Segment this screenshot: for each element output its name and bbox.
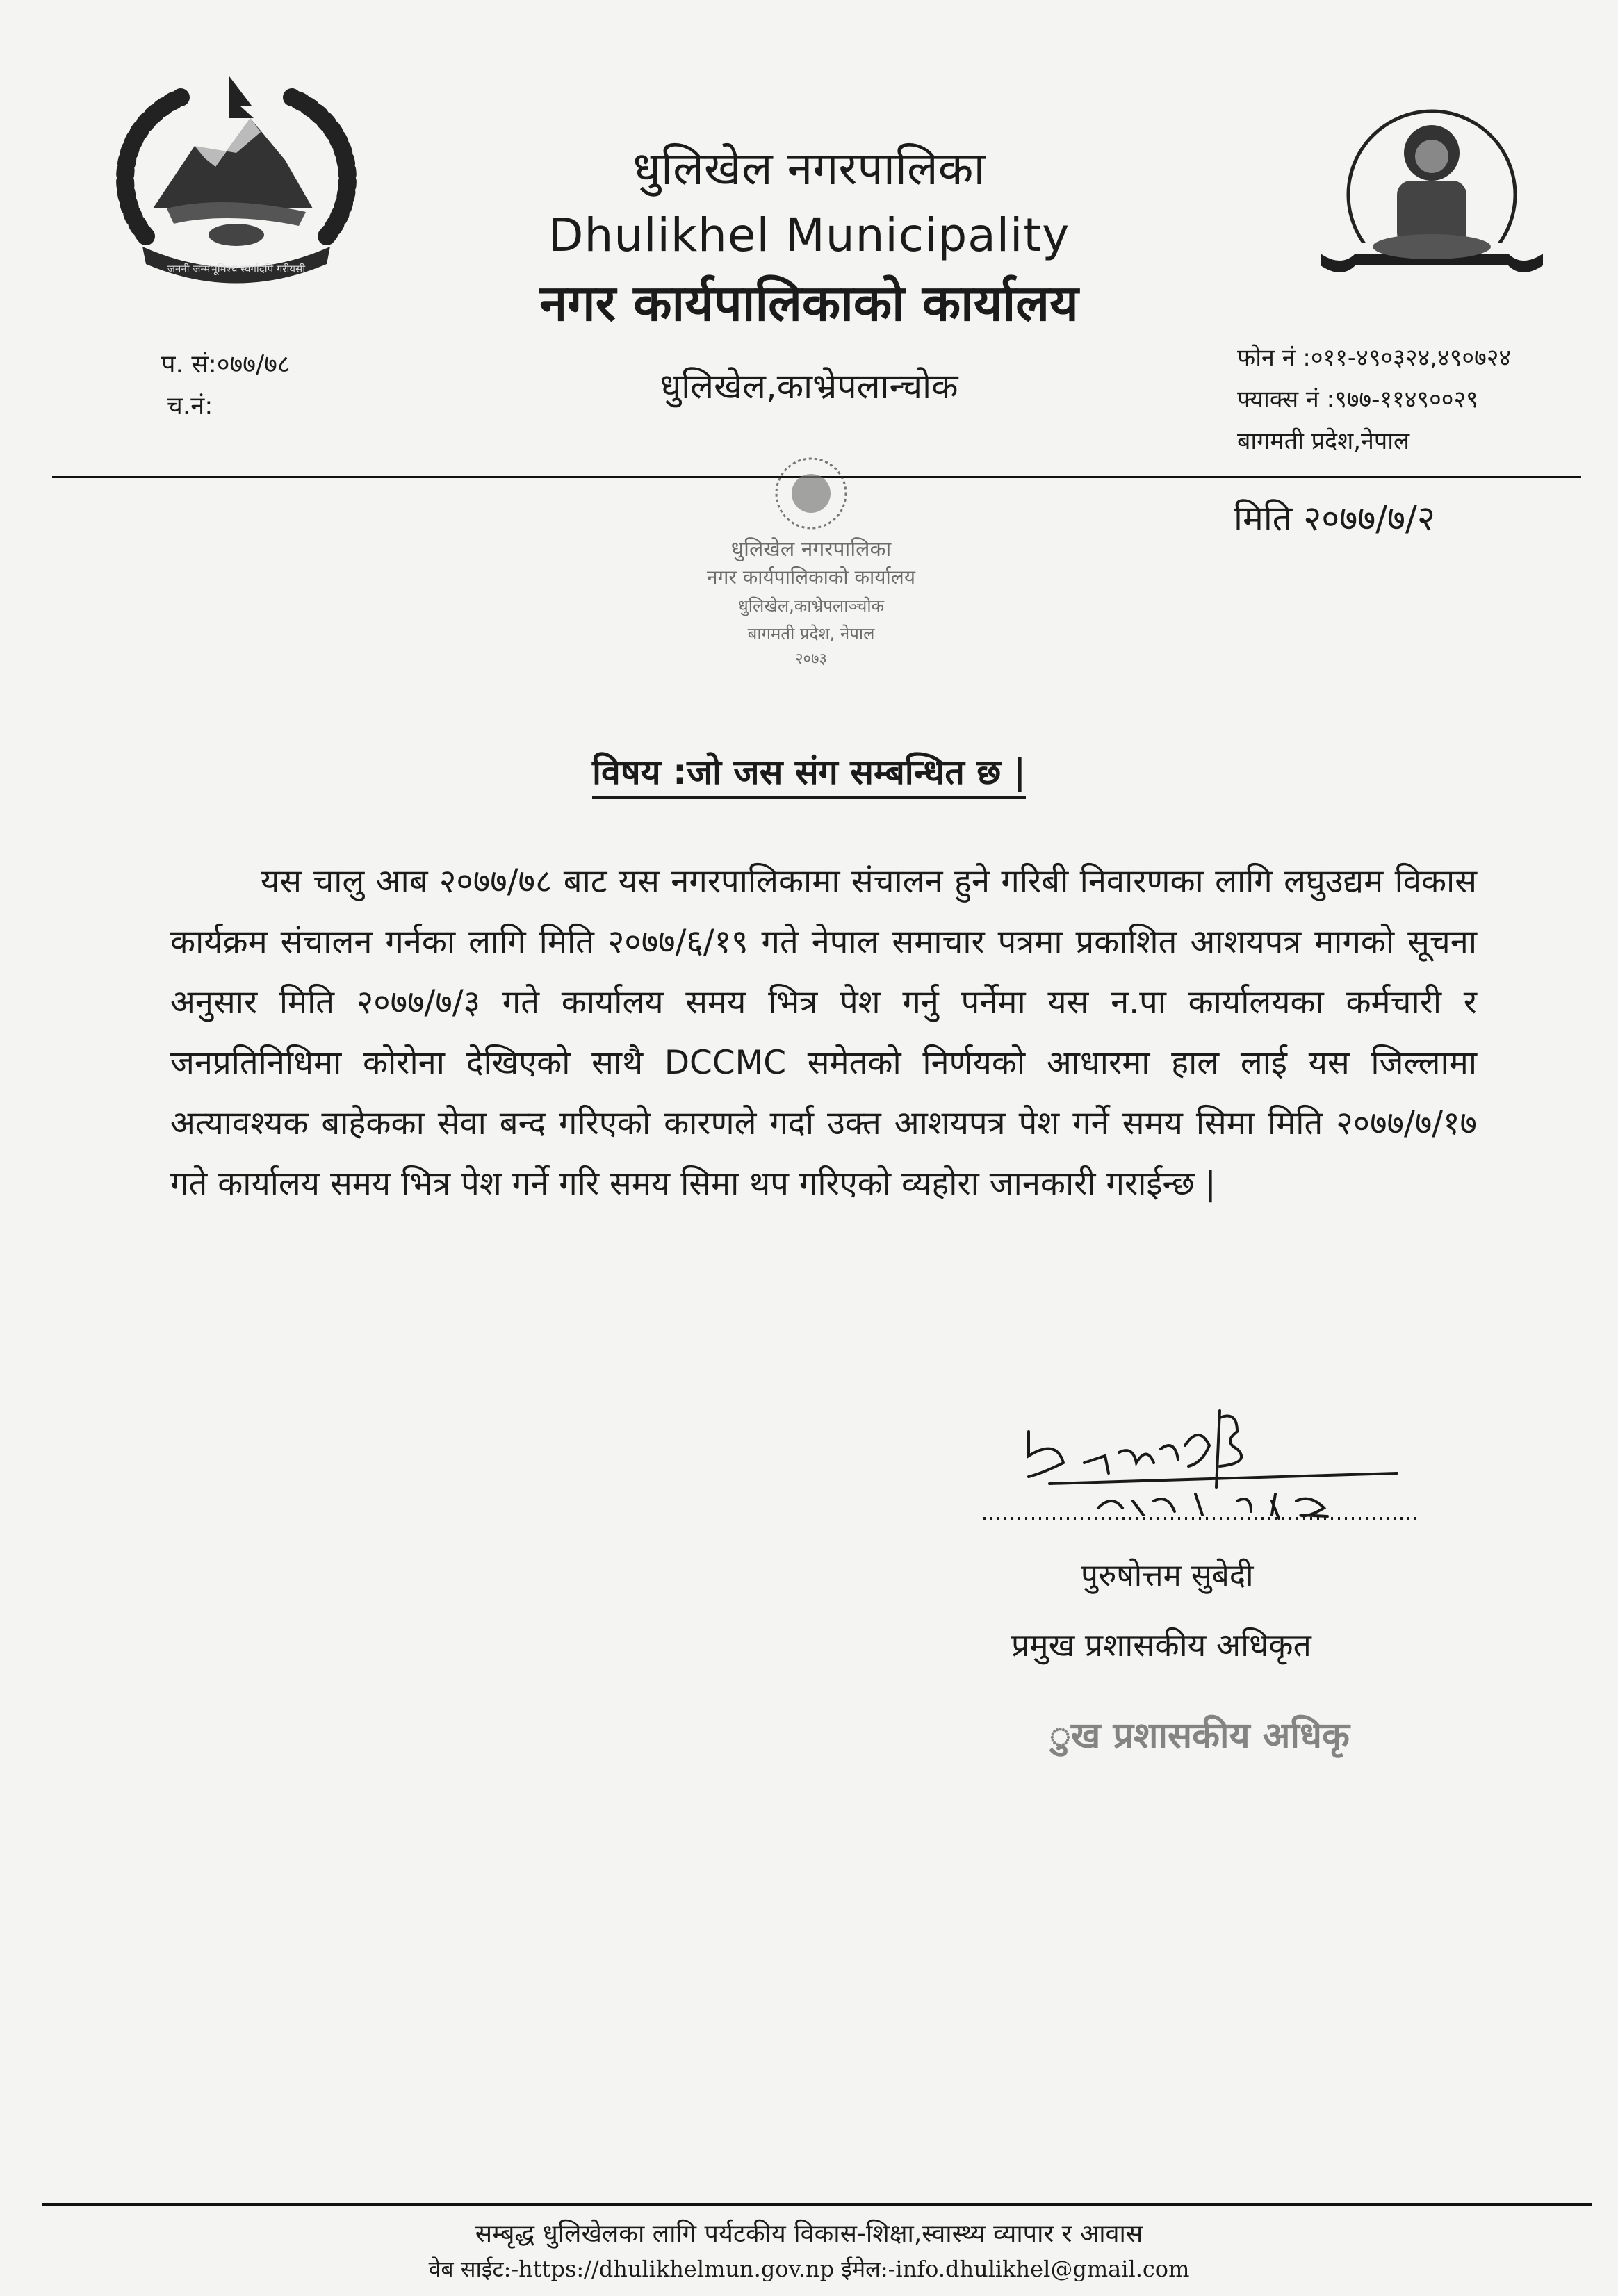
letter-body: यस चालु आब २०७७/७८ बाट यस नगरपालिकामा संचालन हुने गरिबी निवारणका लागि लघुउद्यम विकास कार्यक्रम संचालन गर्नका लागि मिति २०७७/६/१९ गते नेपाल समाचार पत्रमा प्रकाशित आशयपत्र मागको सूचना अनुसार मिति २०७७/७/३ गते कार्यालय समय भित्र पेश गर्नु पर्नेमा यस न.पा कार्यालयका कर्मचारी र जनप्रतिनिधिमा कोरोना देखिएको साथै DCCMC समेतको निर्णयको आधारमा हाल लाई यस जिल्लामा अत्यावश्यक बाहेकका सेवा बन्द गरिएको कारणले गर्दा उक्त आशयपत्र पेश गर्ने समय सिमा मिति २०७७/७/१७ गते कार्यालय समय भित्र पेश गर्ने गरि समय सिमा थप गरिएको व्यहोरा जानकारी गराईन्छ | <box>170 862 1477 1203</box>
seal-line-5: २०७३ <box>795 650 827 668</box>
footer-contact: वेब साईट:-https://dhulikhelmun.gov.np ईमेल:-info.dhulikhel@gmail.com <box>428 2256 1190 2282</box>
letter-date: मिति २०७७/७/२ <box>1234 498 1435 539</box>
reference-number: प. सं:०७७/७८ <box>161 350 291 379</box>
fax-number: फ्याक्स नं :९७७-११४९००२९ <box>1237 386 1478 413</box>
office-name: नगर कार्यपालिकाको कार्यालय <box>539 274 1079 332</box>
office-address: धुलिखेल,काभ्रेपलान्चोक <box>660 366 958 407</box>
signatory-name: पुरुषोत्तम सुबेदी <box>1081 1558 1254 1593</box>
dispatch-number: च.नं: <box>167 392 213 420</box>
seal-line-3: धुलिखेल,काभ्रेपलाञ्चोक <box>738 596 884 616</box>
letter-subject <box>0 747 1618 794</box>
seal-line-4: बागमती प्रदेश, नेपाल <box>747 624 875 643</box>
signatory-title: प्रमुख प्रशासकीय अधिकृत <box>1011 1626 1311 1664</box>
province: बागमती प्रदेश,नेपाल <box>1237 427 1410 455</box>
subject-text: विषय :जो जस संग सम्बन्धित छ | <box>592 752 1026 799</box>
emblem-motto: जननी जन्मभूमिश्च स्वर्गादपि गरीयसी <box>167 263 306 275</box>
municipality-name-nepali: धुलिखेल नगरपालिका <box>632 142 986 195</box>
office-seal-stamp <box>678 438 945 705</box>
designation-stamp: ुख प्रशासकीय अधिकृ <box>1049 1715 1350 1757</box>
contact-block <box>1237 337 1511 462</box>
handwritten-signature <box>945 1397 1432 1557</box>
reference-block <box>161 344 291 427</box>
seal-line-2: नगर कार्यपालिकाको कार्यालय <box>707 566 915 589</box>
phone-number: फोन नं :०११-४९०३२४,४९०७२४ <box>1237 344 1512 372</box>
municipality-name-english: Dhulikhel Municipality <box>548 208 1070 262</box>
footer-tagline: सम्बृद्ध धुलिखेलका लागि पर्यटकीय विकास-शिक्षा,स्वास्थ्य व्यापार र आवास <box>475 2220 1143 2248</box>
seal-line-1: धुलिखेल नगरपालिका <box>730 537 892 561</box>
footer-divider <box>42 2203 1592 2206</box>
